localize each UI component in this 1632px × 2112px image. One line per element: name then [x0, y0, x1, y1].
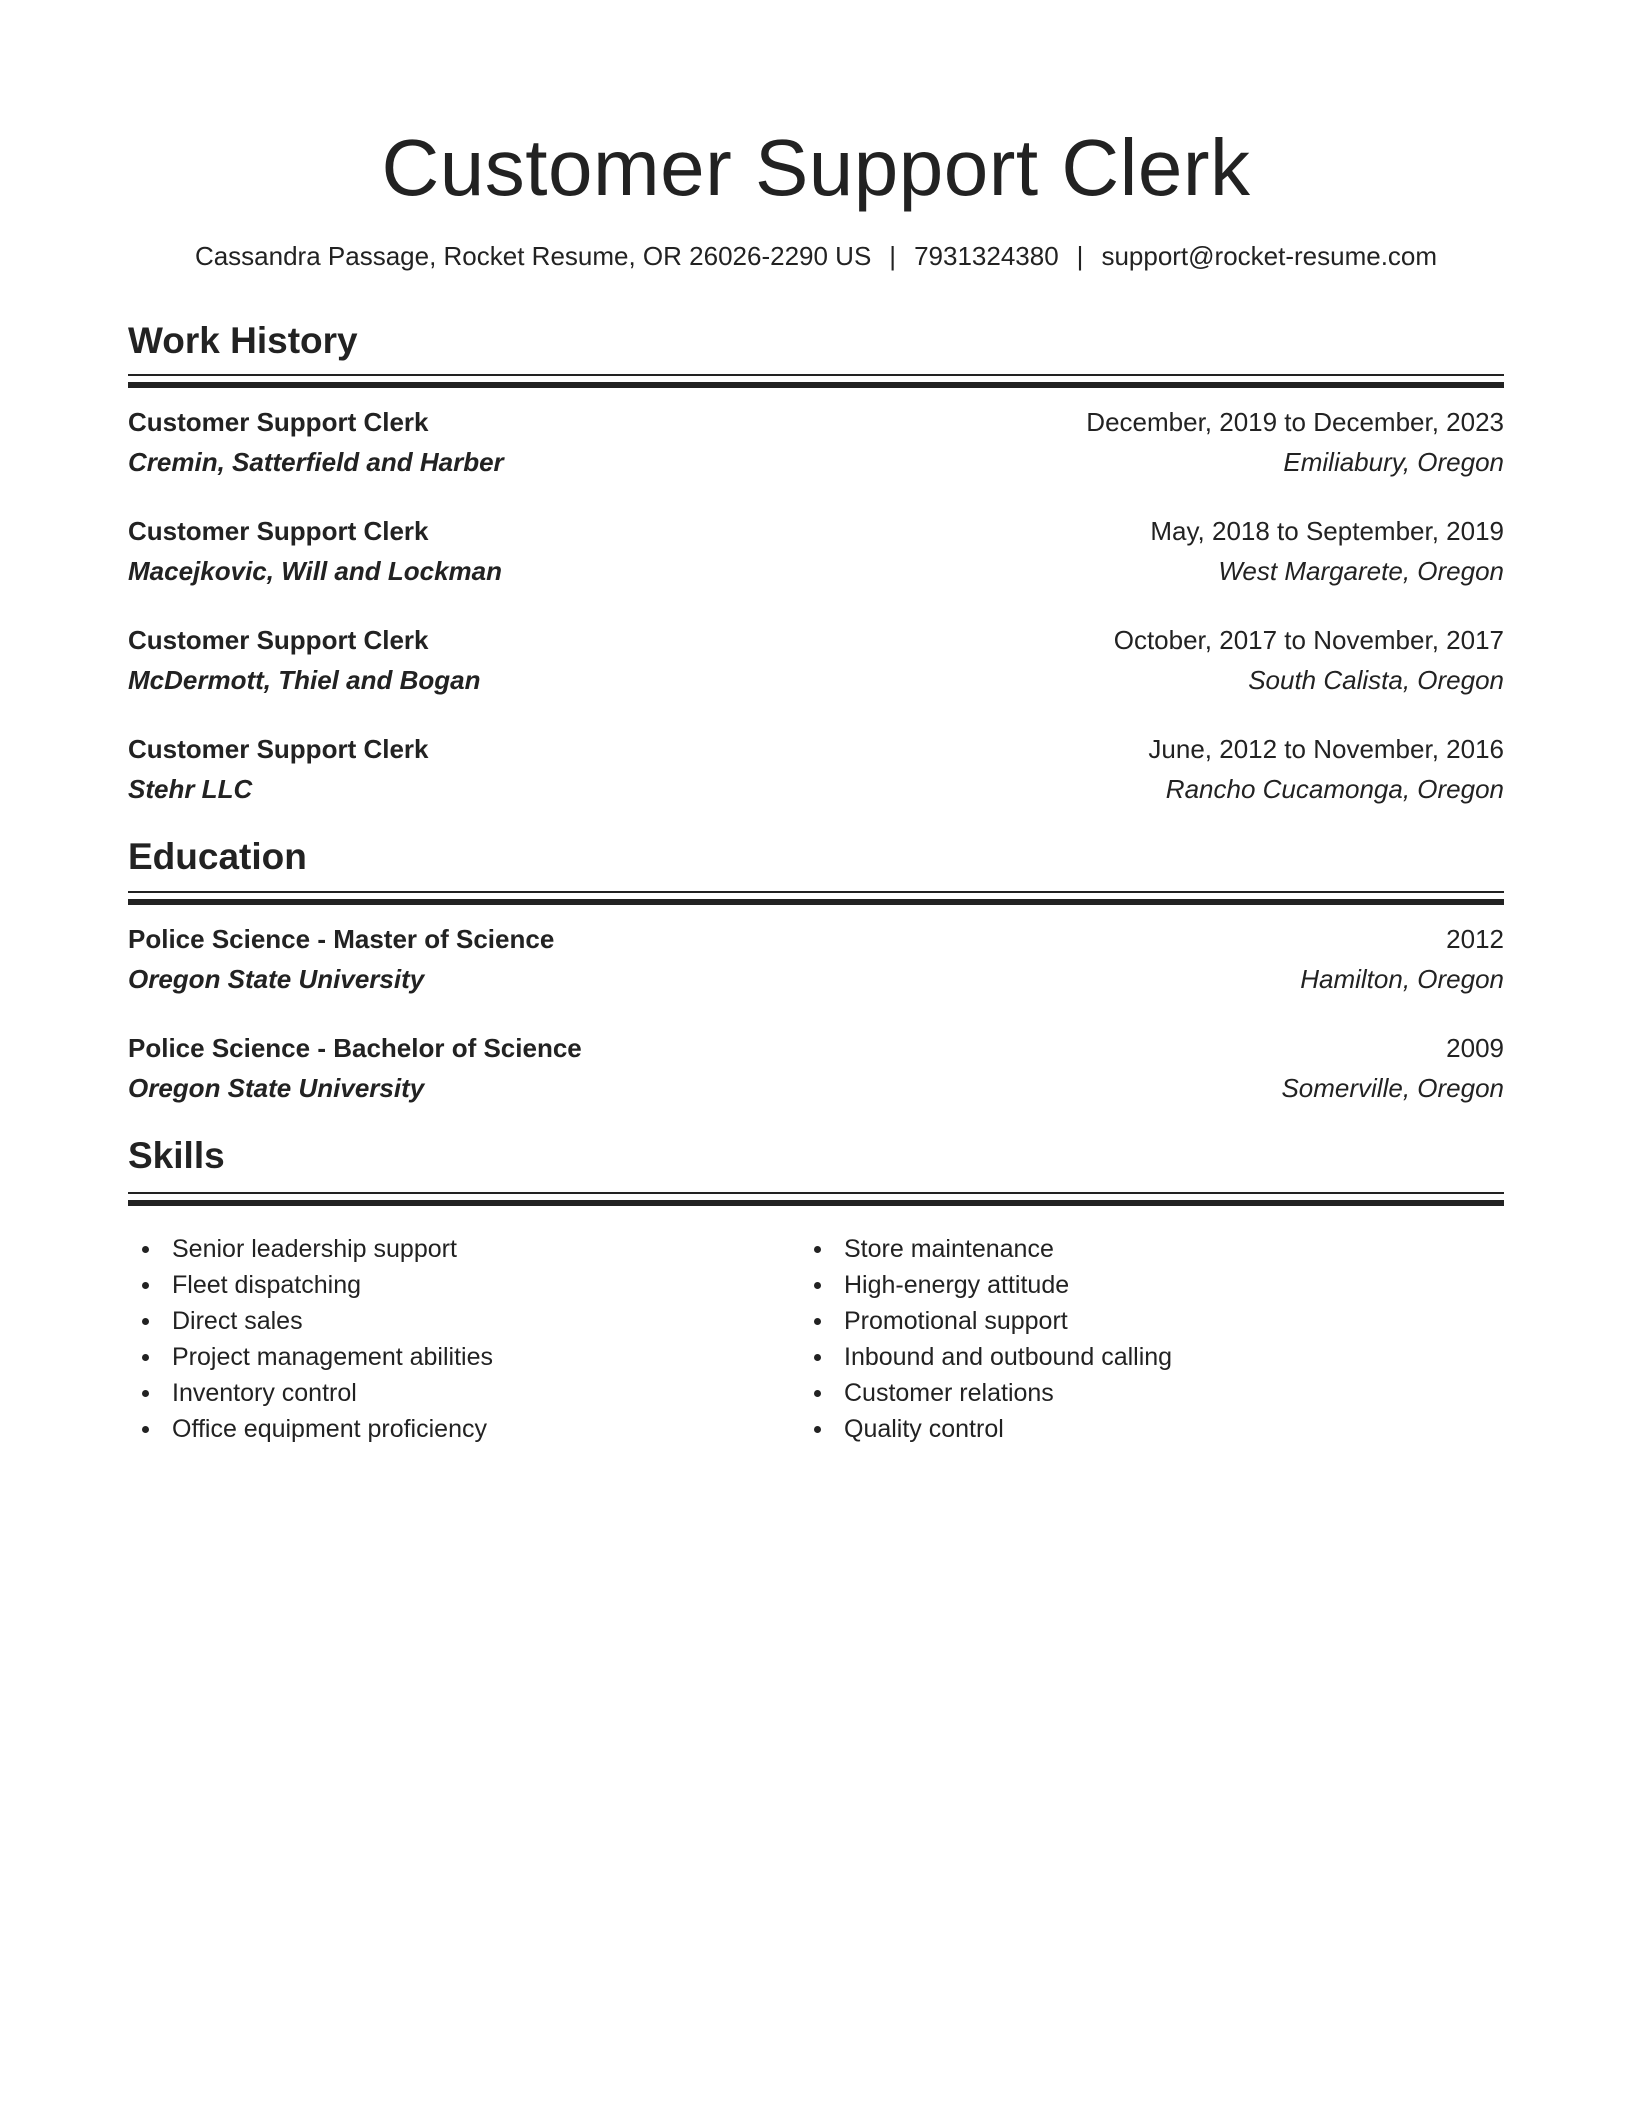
education-degree: Police Science - Master of Science	[128, 924, 555, 954]
skill-label: Direct sales	[172, 1307, 303, 1335]
education-degree: Police Science - Bachelor of Science	[128, 1033, 582, 1063]
work-entry	[128, 511, 1504, 591]
contact-email: support@rocket-resume.com	[1101, 241, 1438, 271]
skill-label: Office equipment proficiency	[172, 1415, 487, 1443]
job-location: South Calista, Oregon	[1248, 665, 1504, 695]
job-company: Cremin, Satterfield and Harber	[128, 447, 504, 477]
job-position: Customer Support Clerk	[128, 516, 429, 546]
skill-label: High-energy attitude	[844, 1271, 1070, 1299]
section-divider	[128, 1192, 1504, 1194]
education-section	[128, 834, 1504, 880]
skill-label: Store maintenance	[844, 1235, 1054, 1263]
education-location: Somerville, Oregon	[1281, 1073, 1504, 1103]
skill-item	[128, 1411, 493, 1447]
job-company: Stehr LLC	[128, 774, 253, 804]
skill-label: Senior leadership support	[172, 1235, 457, 1263]
skill-item	[800, 1267, 1172, 1303]
skill-item	[128, 1339, 493, 1375]
skill-label: Inventory control	[172, 1379, 357, 1407]
skill-item	[800, 1339, 1172, 1375]
contact-phone: 7931324380	[914, 241, 1059, 271]
job-position: Customer Support Clerk	[128, 625, 429, 655]
bullet-icon	[142, 1354, 149, 1361]
job-location: West Margarete, Oregon	[1218, 556, 1504, 586]
skill-item	[800, 1303, 1172, 1339]
education-entry	[128, 1028, 1504, 1108]
skill-label: Promotional support	[844, 1307, 1068, 1335]
skill-label: Quality control	[844, 1415, 1004, 1443]
bullet-icon	[142, 1318, 149, 1325]
bullet-icon	[814, 1318, 821, 1325]
contact-separator: |	[889, 241, 897, 271]
skills-list	[128, 1231, 1504, 1461]
bullet-icon	[142, 1390, 149, 1397]
education-school: Oregon State University	[128, 1073, 425, 1103]
skill-item	[800, 1411, 1172, 1447]
skills-section	[128, 1133, 1504, 1179]
education-year: 2012	[1446, 924, 1504, 954]
bullet-icon	[814, 1390, 821, 1397]
work-entry	[128, 729, 1504, 809]
skill-item	[128, 1375, 493, 1411]
education-year: 2009	[1446, 1033, 1504, 1063]
bullet-icon	[142, 1282, 149, 1289]
skills-column-left	[128, 1231, 493, 1447]
resume-title: Customer Support Clerk	[381, 123, 1251, 212]
skill-item	[128, 1267, 493, 1303]
job-location: Rancho Cucamonga, Oregon	[1165, 774, 1504, 804]
section-divider	[128, 899, 1504, 905]
skill-label: Fleet dispatching	[172, 1271, 362, 1299]
section-divider	[128, 374, 1504, 376]
contact-address: Cassandra Passage, Rocket Resume, OR 26026-2290 US	[194, 241, 872, 271]
work-entry	[128, 620, 1504, 700]
section-divider	[128, 382, 1504, 388]
contact-line	[128, 238, 1504, 274]
skill-item	[128, 1231, 493, 1267]
job-dates: October, 2017 to November, 2017	[1113, 625, 1504, 655]
section-title-education: Education	[128, 836, 307, 877]
job-company: McDermott, Thiel and Bogan	[128, 665, 481, 695]
job-dates: May, 2018 to September, 2019	[1150, 516, 1504, 546]
education-school: Oregon State University	[128, 964, 425, 994]
contact-separator: |	[1076, 241, 1084, 271]
work-history-section	[128, 318, 1504, 364]
job-position: Customer Support Clerk	[128, 407, 429, 437]
job-location: Emiliabury, Oregon	[1283, 447, 1504, 477]
section-divider	[128, 891, 1504, 893]
section-divider	[128, 1200, 1504, 1206]
skill-label: Inbound and outbound calling	[844, 1343, 1173, 1371]
skill-item	[800, 1375, 1172, 1411]
job-position: Customer Support Clerk	[128, 734, 429, 764]
section-title-skills: Skills	[128, 1135, 225, 1176]
education-entry	[128, 919, 1504, 999]
bullet-icon	[142, 1426, 149, 1433]
bullet-icon	[814, 1246, 821, 1253]
education-location: Hamilton, Oregon	[1300, 964, 1504, 994]
section-title-work-history: Work History	[128, 320, 358, 361]
skill-label: Customer relations	[844, 1379, 1054, 1407]
skills-column-right	[800, 1231, 1172, 1447]
bullet-icon	[814, 1282, 821, 1289]
job-company: Macejkovic, Will and Lockman	[128, 556, 502, 586]
skill-label: Project management abilities	[172, 1343, 493, 1371]
work-entry	[128, 402, 1504, 482]
job-dates: December, 2019 to December, 2023	[1086, 407, 1504, 437]
bullet-icon	[814, 1426, 821, 1433]
skill-item	[800, 1231, 1172, 1267]
bullet-icon	[142, 1246, 149, 1253]
bullet-icon	[814, 1354, 821, 1361]
job-dates: June, 2012 to November, 2016	[1148, 734, 1504, 764]
skill-item	[128, 1303, 493, 1339]
